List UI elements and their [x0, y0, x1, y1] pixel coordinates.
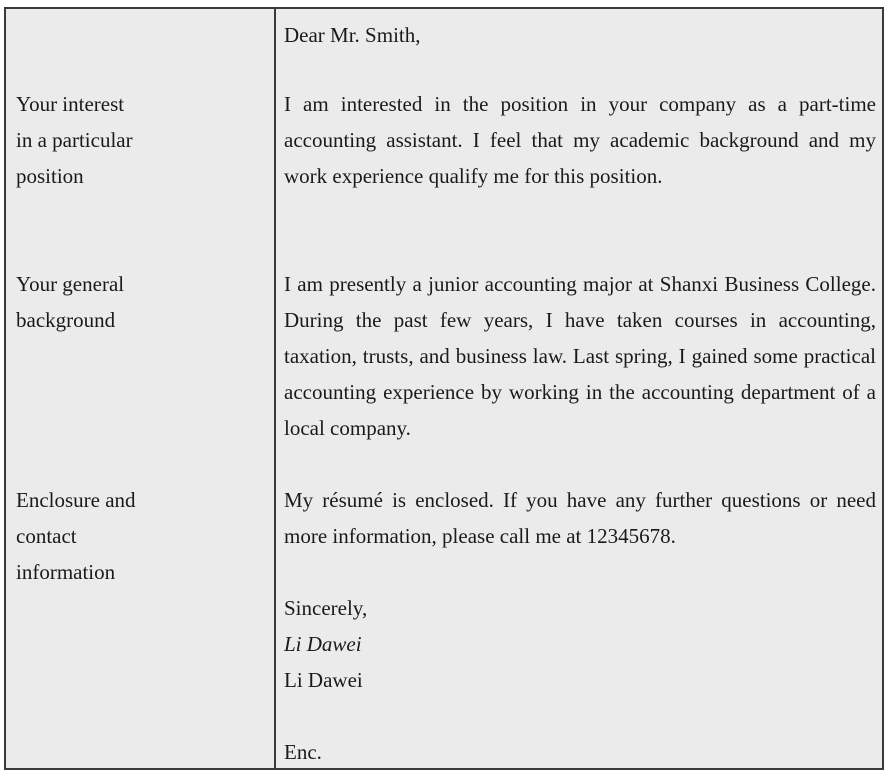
salutation: Dear Mr. Smith,	[284, 23, 421, 47]
section-label-background: Your general background	[16, 272, 125, 332]
closing: Sincerely,	[284, 596, 368, 620]
column-divider	[274, 9, 276, 768]
section-label-enclosure: Enclosure and contact information	[16, 488, 136, 584]
section-label-interest: Your interest in a particular position	[16, 92, 133, 188]
section-text-background: I am presently a junior accounting major at Shanxi Business College. During the past few years, I have taken courses in accounting, taxation, trusts, and business law. Last spring, I gained some practical accounting experience by working in the accounting department of a local company.	[284, 272, 876, 440]
letter-frame	[4, 7, 884, 770]
signature: Li Dawei	[284, 632, 362, 656]
printed-name: Li Dawei	[284, 668, 363, 692]
section-text-enclosure: My résumé is enclosed. If you have any further questions or need more information, please call me at 12345678.	[284, 488, 876, 548]
enclosure-note: Enc.	[284, 740, 322, 764]
section-text-interest: I am interested in the position in your company as a part-time accounting assistant. I feel that my academic background and my work experience qualify me for this position.	[284, 92, 876, 188]
